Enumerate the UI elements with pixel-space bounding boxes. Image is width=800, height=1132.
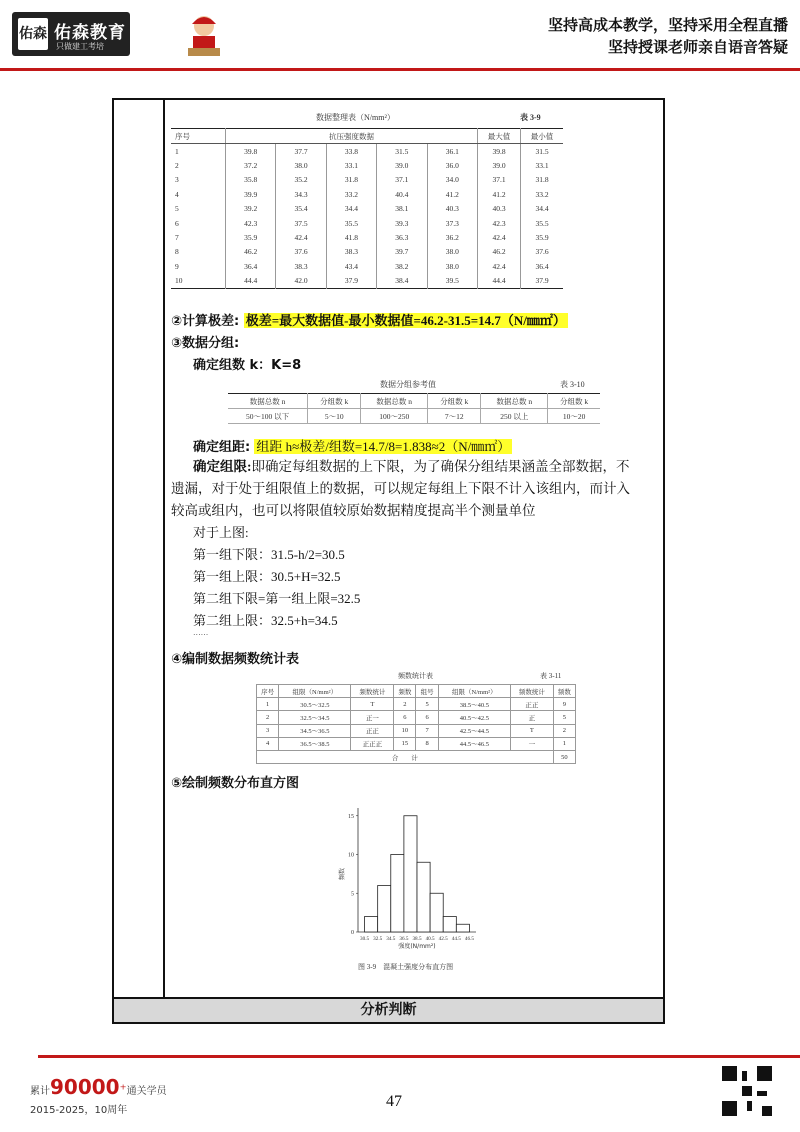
table3-header-cell: 组限（N/mm²） [438, 685, 510, 698]
table1-cell: 38.4 [377, 274, 427, 289]
table2-header-cell: 分组数 k [548, 394, 600, 409]
table3-title: 频数统计表 [398, 672, 433, 680]
table3-row [257, 711, 576, 724]
table1-cell: 34.3 [276, 187, 326, 201]
table1-cell: 40.3 [478, 202, 521, 216]
table3-header-row [257, 685, 576, 698]
table3-cell: 15 [394, 737, 416, 750]
histogram-bar [378, 886, 391, 933]
table3-cell: 36.5～38.5 [279, 737, 351, 750]
table1-cell: 37.1 [478, 173, 521, 187]
qr-code-icon [722, 1066, 772, 1116]
table3-cell: 42.5～44.5 [438, 724, 510, 737]
table1-cell: 38.0 [427, 245, 477, 259]
table1-cell: 33.2 [521, 187, 564, 201]
table2-number: 表 3-10 [560, 380, 585, 389]
table1-cell: 40.4 [377, 187, 427, 201]
table1-cell: 37.9 [521, 274, 564, 289]
group-limit-text-1: 即确定每组数据的上下限，为了确保分组结果涵盖全部数据，不 [251, 459, 630, 474]
table1-cell: 39.5 [427, 274, 477, 289]
table3-cell: 10 [394, 724, 416, 737]
table3-cell: 44.5～46.5 [438, 737, 510, 750]
table2-header-row [228, 394, 600, 409]
table1-cell: 41.8 [326, 230, 376, 244]
table2-cell: 50～100 以下 [228, 409, 308, 424]
table2-cell: 250 以上 [481, 409, 548, 424]
x-tick-label: 38.5 [412, 936, 422, 942]
table1-cell: 38.1 [377, 202, 427, 216]
table3-header-cell: 组号 [416, 685, 438, 698]
table1-header-cell: 抗压强度数据 [226, 129, 478, 144]
group-width-formula: 组距 h≈极差/组数=14.7/8=1.838≈2（N/㎜㎡） [256, 439, 511, 454]
table3-header-cell: 序号 [257, 685, 279, 698]
table1-cell: 42.3 [226, 216, 276, 230]
calc-line-2: 第一组上限：30.5+H=32.5 [193, 569, 341, 584]
table3-header-cell: 频数统计 [510, 685, 553, 698]
table1-cell: 39.7 [377, 245, 427, 259]
table1-title: 数据整理表（N/mm²） [316, 113, 395, 122]
section-5-label: ⑤绘制频数分布直方图 [171, 776, 300, 791]
brand-logo [12, 12, 130, 56]
histogram-bar [404, 816, 417, 932]
table3-cell: T [510, 724, 553, 737]
table1-cell: 6 [175, 218, 179, 228]
table1-cell: 35.4 [276, 202, 326, 216]
table3-cell: 3 [257, 724, 279, 737]
y-tick-label: 10 [348, 852, 354, 859]
table1-cell: 41.2 [478, 187, 521, 201]
footer-years: 2015-2025，10周年 [30, 1105, 128, 1116]
table1-row [171, 230, 563, 244]
table3-header-cell: 频数 [394, 685, 416, 698]
section-2-label: ②计算极差: [171, 314, 240, 329]
table1-cell: 36.4 [226, 259, 276, 273]
table1-header-row [171, 129, 563, 144]
table1-cell: 43.4 [326, 259, 376, 273]
calc-intro: 对于上图: [193, 525, 249, 540]
table3-cell: 40.5～42.5 [438, 711, 510, 724]
table1-cell: 34.0 [427, 173, 477, 187]
table1-cell: 38.2 [377, 259, 427, 273]
table1-cell: 9 [175, 261, 179, 271]
table1-cell: 33.1 [326, 158, 376, 172]
table3-cell: 32.5～34.5 [279, 711, 351, 724]
calc-line-1: 第一组下限：31.5-h/2=30.5 [193, 547, 345, 562]
x-tick-label: 40.5 [425, 936, 435, 942]
table3-row [257, 698, 576, 711]
page-number: 47 [386, 1093, 402, 1110]
table1-cell: 37.2 [226, 158, 276, 172]
table1-cell: 3 [175, 175, 179, 185]
table3-cell: 2 [553, 724, 575, 737]
calc-line-4: 第二组上限：32.5+h=34.5 [193, 613, 338, 628]
table1-cell: 5 [175, 204, 179, 214]
x-tick-label: 46.5 [464, 936, 474, 942]
section-4-label: ④编制数据频数统计表 [171, 652, 300, 667]
table1-cell: 35.5 [521, 216, 564, 230]
table2-cell: 10～20 [548, 409, 600, 424]
table3-header-cell: 频数统计 [351, 685, 394, 698]
frame-footer-label: 分析判断 [112, 997, 665, 1024]
table3-cell: 一 [510, 737, 553, 750]
table1-cell: 35.5 [326, 216, 376, 230]
logo-name: 佑森教育 [54, 23, 126, 43]
header-divider [0, 68, 800, 71]
table3-header-cell: 频数 [553, 685, 575, 698]
table3-cell: 9 [553, 698, 575, 711]
x-tick-label: 32.5 [373, 936, 383, 942]
table2-header-cell: 数据总数 n [481, 394, 548, 409]
table2-header-cell: 数据总数 n [361, 394, 428, 409]
y-tick-label: 15 [348, 813, 354, 820]
table1-cell: 42.0 [276, 274, 326, 289]
group-width-line [193, 436, 512, 455]
table3-cell: 1 [257, 698, 279, 711]
mascot-illustration [182, 12, 226, 58]
table2-header-cell: 分组数 k [308, 394, 361, 409]
table1-cell: 2 [175, 161, 179, 171]
x-axis-label: 强度(N/mm²) [398, 943, 436, 950]
table1-row [171, 173, 563, 187]
table3-cell: 1 [553, 737, 575, 750]
x-tick-label: 44.5 [451, 936, 461, 942]
table1-cell: 31.8 [326, 173, 376, 187]
table3-cell: 38.5～40.5 [438, 698, 510, 711]
table1-cell: 42.4 [478, 259, 521, 273]
table1-cell: 8 [175, 247, 179, 257]
table1-cell: 41.2 [427, 187, 477, 201]
group-limit-text-3: 较高或组内，也可以将限值较原始数据精度提高半个测量单位 [171, 503, 536, 518]
table2-header-cell: 分组数 k [428, 394, 481, 409]
table3-header-cell: 组限（N/mm²） [279, 685, 351, 698]
table1-cell: 38.0 [427, 259, 477, 273]
x-tick-label: 30.5 [360, 936, 370, 942]
table3-total-label: 合 计 [257, 750, 554, 763]
table1-cell: 35.8 [226, 173, 276, 187]
table1-cell: 36.2 [427, 230, 477, 244]
table1-cell: 39.9 [226, 187, 276, 201]
table1-cell: 34.4 [326, 202, 376, 216]
y-tick-label: 0 [351, 930, 354, 936]
table2-cell: 5～10 [308, 409, 361, 424]
table3-cell: T [351, 698, 394, 711]
logo-seal: 佑森 [18, 18, 48, 50]
table1-cell: 37.5 [276, 216, 326, 230]
group-limit-text-2: 遗漏，对于处于组限值上的数据，可以规定每组上下限不计入该组内，而计入 [171, 481, 630, 496]
table2-cell: 100～250 [361, 409, 428, 424]
table1-cell: 31.5 [377, 144, 427, 159]
table3-cell: 6 [416, 711, 438, 724]
footer-divider [38, 1055, 800, 1058]
table3-cell: 正正 [351, 724, 394, 737]
table1-cell: 42.3 [478, 216, 521, 230]
table3-cell: 正正 [510, 698, 553, 711]
table3-cell: 4 [257, 737, 279, 750]
table3-cell: 30.5～32.5 [279, 698, 351, 711]
table1-row [171, 245, 563, 259]
table1-cell: 4 [175, 189, 179, 199]
calc-line-3: 第二组下限=第一组上限=32.5 [193, 591, 361, 606]
table3-cell: 正 [510, 711, 553, 724]
table3-cell: 34.5～36.5 [279, 724, 351, 737]
table1-cell: 33.1 [521, 158, 564, 172]
table1-cell: 7 [175, 233, 179, 243]
table1-cell: 39.0 [478, 158, 521, 172]
table3-cell: 6 [394, 711, 416, 724]
table1-number: 表 3-9 [520, 113, 541, 122]
table3-cell: 8 [416, 737, 438, 750]
table1-header-cell: 最大值 [478, 129, 521, 144]
table1-cell: 39.8 [226, 144, 276, 159]
table1-cell: 37.7 [276, 144, 326, 159]
table1-cell: 1 [175, 146, 179, 156]
section-3-label: ③数据分组: [171, 336, 240, 351]
table1-cell: 39.0 [377, 158, 427, 172]
y-axis-label: 频数 [339, 867, 346, 881]
table1-cell: 33.2 [326, 187, 376, 201]
table1-cell: 39.3 [377, 216, 427, 230]
table2-header-cell: 数据总数 n [228, 394, 308, 409]
table3-cell: 正正正 [351, 737, 394, 750]
table1-row [171, 274, 563, 289]
table1-cell: 37.6 [276, 245, 326, 259]
table3-total-row [257, 750, 576, 763]
table3-total-value: 50 [553, 750, 575, 763]
table1-cell: 31.5 [521, 144, 564, 159]
table1-cell: 31.8 [521, 173, 564, 187]
table1-cell: 38.0 [276, 158, 326, 172]
footer-student-count: 90000 [50, 1075, 120, 1099]
table1-cell: 38.3 [276, 259, 326, 273]
table1-cell: 46.2 [226, 245, 276, 259]
table2-cell: 7～12 [428, 409, 481, 424]
table3-cell: 2 [394, 698, 416, 711]
x-tick-label: 34.5 [386, 936, 396, 942]
table1-cell: 35.2 [276, 173, 326, 187]
table1-row [171, 202, 563, 216]
group-width-label: 确定组距: [193, 440, 251, 455]
table1-row [171, 216, 563, 230]
table1-cell: 46.2 [478, 245, 521, 259]
table3-row [257, 724, 576, 737]
table1-cell: 10 [175, 276, 183, 286]
table1-row [171, 259, 563, 273]
footer-prefix: 累计 [30, 1086, 50, 1097]
table3-cell: 5 [553, 711, 575, 724]
y-tick-label: 5 [351, 891, 354, 898]
table1-cell: 44.4 [226, 274, 276, 289]
frame-left-column-divider [163, 98, 165, 999]
table1-cell: 40.3 [427, 202, 477, 216]
histogram-bar [456, 924, 469, 932]
group-count-line: 确定组数 k：K=8 [193, 358, 302, 373]
table1-cell: 36.3 [377, 230, 427, 244]
table1-cell: 36.1 [427, 144, 477, 159]
slogan-line-2: 坚持授课老师亲自语音答疑 [607, 38, 788, 56]
group-limit-label: 确定组限: [193, 459, 252, 474]
range-formula: 极差=最大数据值-最小数据值=46.2-31.5=14.7（N/㎜㎡） [245, 313, 566, 328]
table2-row [228, 409, 600, 424]
table1-cell: 36.0 [427, 158, 477, 172]
table3-cell: 2 [257, 711, 279, 724]
histogram-caption: 图 3-9 混凝土强度分布直方图 [358, 963, 454, 971]
table3-row [257, 737, 576, 750]
table1-cell: 37.3 [427, 216, 477, 230]
calc-ellipsis: ...... [193, 628, 209, 637]
footer-suffix: 通关学员 [126, 1086, 167, 1097]
histogram-chart [336, 804, 496, 984]
table1-cell: 37.6 [521, 245, 564, 259]
data-table [171, 128, 563, 289]
table1-cell: 39.8 [478, 144, 521, 159]
table3-cell: 5 [416, 698, 438, 711]
histogram-bar [365, 917, 378, 933]
table1-cell: 42.4 [478, 230, 521, 244]
group-limit-paragraph [171, 456, 661, 522]
table1-cell: 35.9 [521, 230, 564, 244]
section-2-line [171, 310, 568, 329]
table1-header-cell: 序号 [171, 129, 226, 144]
frequency-table [256, 684, 576, 764]
grouping-reference-table [228, 393, 600, 424]
table1-row [171, 187, 563, 201]
footer-plus: + [119, 1081, 127, 1092]
table1-cell: 39.2 [226, 202, 276, 216]
table3-number: 表 3-11 [540, 672, 562, 680]
footer-stats [30, 1075, 167, 1099]
histogram-bar [417, 862, 430, 932]
histogram-bar [443, 917, 456, 933]
table3-cell: 7 [416, 724, 438, 737]
table1-cell: 33.8 [326, 144, 376, 159]
table1-cell: 36.4 [521, 259, 564, 273]
histogram-bar [430, 893, 443, 932]
slogan-line-1: 坚持高成本教学，坚持采用全程直播 [547, 16, 788, 34]
table1-cell: 37.1 [377, 173, 427, 187]
table1-row [171, 158, 563, 172]
logo-subtitle: 只做建工考培 [56, 42, 104, 51]
histogram-bar [391, 855, 404, 933]
table1-row [171, 144, 563, 159]
table2-title: 数据分组参考值 [380, 380, 436, 389]
table1-header-cell: 最小值 [521, 129, 564, 144]
x-tick-label: 36.5 [399, 936, 409, 942]
table1-cell: 35.9 [226, 230, 276, 244]
table1-cell: 44.4 [478, 274, 521, 289]
table1-cell: 37.9 [326, 274, 376, 289]
table1-cell: 38.3 [326, 245, 376, 259]
x-tick-label: 42.5 [438, 936, 448, 942]
table1-cell: 42.4 [276, 230, 326, 244]
table1-cell: 34.4 [521, 202, 564, 216]
table3-cell: 正一 [351, 711, 394, 724]
